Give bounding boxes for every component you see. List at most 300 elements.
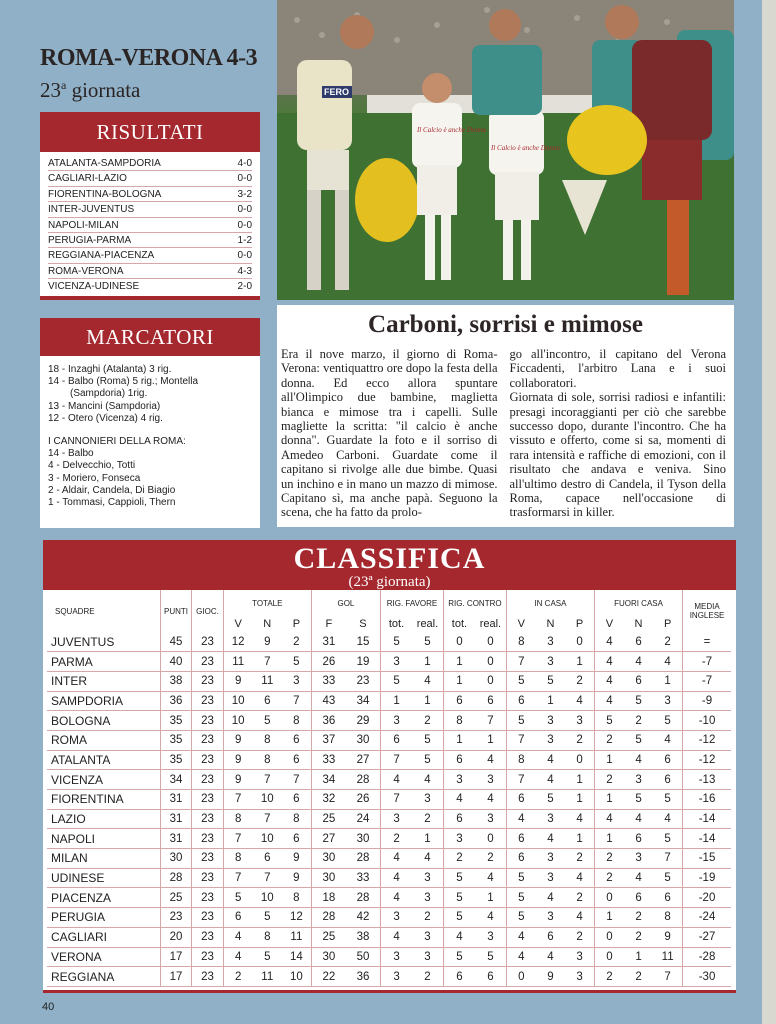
table-cell: 5 xyxy=(412,750,443,770)
table-cell: 9 xyxy=(282,849,311,869)
table-cell: 31 xyxy=(311,632,346,652)
table-cell: 1 xyxy=(412,652,443,672)
table-cell: 4 xyxy=(536,770,565,790)
table-cell: 1 xyxy=(565,829,594,849)
table-cell: 5 xyxy=(443,908,474,928)
table-cell: 8 xyxy=(506,632,535,652)
result-match: CAGLIARI-LAZIO xyxy=(48,173,127,185)
table-cell: 10 xyxy=(253,790,282,810)
col-totale: TOTALE xyxy=(223,590,311,616)
col-punti: PUNTI xyxy=(160,590,191,632)
table-cell: 1 xyxy=(475,888,506,908)
table-cell: 23 xyxy=(192,770,223,790)
table-cell: 2 xyxy=(475,849,506,869)
risultati-bottom-bar xyxy=(40,296,260,300)
table-cell: -28 xyxy=(683,947,731,967)
result-match: FIORENTINA-BOLOGNA xyxy=(48,188,162,200)
table-cell: 3 xyxy=(381,967,412,987)
table-cell: 4 xyxy=(624,868,653,888)
match-round: 23$^a$ giornata xyxy=(40,78,141,102)
team-name: JUVENTUS xyxy=(47,632,160,652)
risultati-list xyxy=(40,152,260,295)
table-cell: 28 xyxy=(160,868,191,888)
marcatori-line: 18 - Inzaghi (Atalanta) 3 rig. xyxy=(48,364,172,375)
table-cell: 4 xyxy=(412,671,443,691)
table-cell: -30 xyxy=(683,967,731,987)
table-cell: 7 xyxy=(282,691,311,711)
sub-header: real. xyxy=(479,618,502,630)
table-cell: 6 xyxy=(443,691,474,711)
table-cell: 3 xyxy=(536,809,565,829)
table-cell: 9 xyxy=(223,770,252,790)
table-cell: 7 xyxy=(653,849,682,869)
table-cell: 8 xyxy=(282,809,311,829)
table-cell: 23 xyxy=(192,908,223,928)
table-cell: 23 xyxy=(192,730,223,750)
table-row xyxy=(47,829,731,849)
table-cell: 7 xyxy=(253,652,282,672)
table-cell: 10 xyxy=(282,967,311,987)
table-cell: 30 xyxy=(346,829,381,849)
result-score: 0-0 xyxy=(237,219,252,231)
table-cell: 1 xyxy=(443,671,474,691)
table-cell: 34 xyxy=(311,770,346,790)
result-score: 4-3 xyxy=(237,265,252,277)
table-cell: 3 xyxy=(381,809,412,829)
table-cell: 9 xyxy=(223,750,252,770)
table-cell: 3 xyxy=(536,652,565,672)
classifica-subtitle: (23ª giornata) xyxy=(348,574,431,590)
table-cell: -7 xyxy=(683,652,731,672)
table-row xyxy=(47,967,731,987)
table-cell: 5 xyxy=(253,908,282,928)
table-cell: 4 xyxy=(594,691,623,711)
table-cell: -15 xyxy=(683,849,731,869)
marcatori-body xyxy=(40,356,260,509)
result-score: 2-0 xyxy=(237,281,252,293)
table-cell: -27 xyxy=(683,927,731,947)
table-cell: 35 xyxy=(160,711,191,731)
table-cell: 6 xyxy=(381,730,412,750)
table-cell: 6 xyxy=(253,691,282,711)
table-cell: 7 xyxy=(506,770,535,790)
table-cell: 11 xyxy=(253,671,282,691)
table-cell: 22 xyxy=(311,967,346,987)
table-cell: 7 xyxy=(506,652,535,672)
table-cell: 17 xyxy=(160,947,191,967)
sub-header: V xyxy=(223,616,252,632)
table-cell: 5 xyxy=(506,888,535,908)
table-cell: 6 xyxy=(475,691,506,711)
table-cell: 3 xyxy=(381,711,412,731)
table-cell: 4 xyxy=(412,770,443,790)
team-name: FIORENTINA xyxy=(47,790,160,810)
table-cell: -24 xyxy=(683,908,731,928)
table-cell: 20 xyxy=(160,927,191,947)
table-cell: 4 xyxy=(565,908,594,928)
table-cell: 4 xyxy=(536,888,565,908)
table-cell: 3 xyxy=(624,849,653,869)
table-cell: 9 xyxy=(223,671,252,691)
table-cell: 3 xyxy=(381,908,412,928)
table-cell: 3 xyxy=(475,770,506,790)
table-cell: 4 xyxy=(223,927,252,947)
team-name: NAPOLI xyxy=(47,829,160,849)
table-row xyxy=(47,868,731,888)
table-cell: 4 xyxy=(594,671,623,691)
table-cell: 23 xyxy=(192,652,223,672)
table-cell: 5 xyxy=(223,888,252,908)
table-cell: 10 xyxy=(253,829,282,849)
table-cell: 5 xyxy=(506,671,535,691)
table-cell: 2 xyxy=(565,671,594,691)
table-cell: 4 xyxy=(506,809,535,829)
table-cell: 7 xyxy=(253,868,282,888)
col-squadre: SQUADRE xyxy=(55,606,95,616)
table-cell: 4 xyxy=(536,750,565,770)
table-cell: 1 xyxy=(443,652,474,672)
table-row xyxy=(47,632,731,652)
roma-scorer-line: 3 - Moriero, Fonseca xyxy=(48,472,141,484)
table-cell: 14 xyxy=(282,947,311,967)
article-column-2 xyxy=(510,347,727,520)
article-box xyxy=(277,305,734,527)
table-cell: 1 xyxy=(653,671,682,691)
table-cell: 4 xyxy=(475,750,506,770)
team-name: REGGIANA xyxy=(47,967,160,987)
table-cell: 6 xyxy=(253,849,282,869)
roma-scorer-line: 2 - Aldair, Candela, Di Biagio xyxy=(48,484,176,496)
table-cell: 1 xyxy=(594,790,623,810)
table-cell: 35 xyxy=(160,750,191,770)
table-cell: 2 xyxy=(565,730,594,750)
table-cell: 5 xyxy=(475,947,506,967)
roma-scorer-line: 14 - Balbo xyxy=(48,448,94,460)
table-cell: 2 xyxy=(594,868,623,888)
table-cell: 5 xyxy=(253,947,282,967)
table-cell: 0 xyxy=(565,632,594,652)
table-cell: 29 xyxy=(346,711,381,731)
table-cell: 7 xyxy=(223,868,252,888)
table-row xyxy=(47,790,731,810)
table-row xyxy=(47,691,731,711)
table-cell: 1 xyxy=(624,947,653,967)
table-cell: 1 xyxy=(565,790,594,810)
table-cell: = xyxy=(683,632,731,652)
team-name: SAMPDORIA xyxy=(47,691,160,711)
result-match: PERUGIA-PARMA xyxy=(48,234,132,246)
table-cell: 10 xyxy=(223,691,252,711)
table-cell: 4 xyxy=(594,632,623,652)
table-row xyxy=(47,652,731,672)
table-cell: 5 xyxy=(282,652,311,672)
table-cell: 5 xyxy=(381,632,412,652)
table-cell: 6 xyxy=(506,829,535,849)
table-cell: 4 xyxy=(653,809,682,829)
table-cell: -19 xyxy=(683,868,731,888)
table-cell: 42 xyxy=(346,908,381,928)
table-cell: 12 xyxy=(282,908,311,928)
table-cell: 24 xyxy=(346,809,381,829)
table-cell: 6 xyxy=(443,750,474,770)
table-cell: 1 xyxy=(381,691,412,711)
table-cell: 4 xyxy=(475,868,506,888)
table-cell: 11 xyxy=(653,947,682,967)
table-cell: 4 xyxy=(624,652,653,672)
result-score: 0-0 xyxy=(237,173,252,185)
result-match: VICENZA-UDINESE xyxy=(48,281,140,293)
team-name: CAGLIARI xyxy=(47,927,160,947)
team-name: UDINESE xyxy=(47,868,160,888)
table-cell: 3 xyxy=(381,652,412,672)
table-row xyxy=(47,770,731,790)
table-cell: 6 xyxy=(624,671,653,691)
classifica-table xyxy=(47,590,731,987)
table-cell: 5 xyxy=(624,730,653,750)
table-cell: 50 xyxy=(346,947,381,967)
table-cell: 5 xyxy=(653,829,682,849)
table-cell: 7 xyxy=(653,967,682,987)
table-cell: -12 xyxy=(683,730,731,750)
table-cell: 23 xyxy=(192,691,223,711)
table-cell: 9 xyxy=(536,967,565,987)
table-cell: 6 xyxy=(624,829,653,849)
table-cell: 1 xyxy=(565,770,594,790)
marcatori-line: (Sampdoria) 1rig. xyxy=(70,388,148,400)
table-cell: 6 xyxy=(506,790,535,810)
table-row xyxy=(47,809,731,829)
table-cell: 7 xyxy=(506,730,535,750)
table-cell: 25 xyxy=(311,927,346,947)
match-photo xyxy=(277,0,734,300)
table-cell: 17 xyxy=(160,967,191,987)
table-cell: 5 xyxy=(653,711,682,731)
table-cell: 37 xyxy=(311,730,346,750)
classifica-header xyxy=(43,540,736,590)
table-cell: 8 xyxy=(443,711,474,731)
page-edge xyxy=(762,0,776,1024)
table-cell: 23 xyxy=(192,868,223,888)
table-cell: 1 xyxy=(412,691,443,711)
table-cell: 2 xyxy=(412,908,443,928)
sub-header: F xyxy=(311,616,346,632)
table-cell: 6 xyxy=(282,829,311,849)
table-cell: 23 xyxy=(192,809,223,829)
table-cell: 0 xyxy=(506,967,535,987)
table-cell: 4 xyxy=(381,888,412,908)
table-cell: 6 xyxy=(443,809,474,829)
table-cell: 6 xyxy=(282,750,311,770)
marcatori-line: 13 - Mancini (Sampdoria) xyxy=(48,400,161,412)
marcatori-line: 12 - Otero (Vicenza) 4 rig. xyxy=(48,412,163,424)
table-cell: 5 xyxy=(536,671,565,691)
table-cell: 43 xyxy=(311,691,346,711)
table-cell: 23 xyxy=(192,790,223,810)
table-cell: 8 xyxy=(223,809,252,829)
table-cell: 9 xyxy=(253,632,282,652)
table-cell: 23 xyxy=(192,927,223,947)
table-cell: 4 xyxy=(565,691,594,711)
table-cell: 32 xyxy=(311,790,346,810)
table-cell: 2 xyxy=(412,711,443,731)
table-cell: 2 xyxy=(565,927,594,947)
col-rig-favore: RIG. FAVORE xyxy=(381,590,444,616)
table-cell: 23 xyxy=(192,829,223,849)
table-cell: 9 xyxy=(223,730,252,750)
table-cell: 6 xyxy=(653,770,682,790)
risultati-title: RISULTATI xyxy=(40,112,260,152)
result-row xyxy=(48,218,252,233)
table-cell: 0 xyxy=(475,652,506,672)
sub-header: S xyxy=(359,618,367,630)
table-cell: 4 xyxy=(536,829,565,849)
table-cell: -16 xyxy=(683,790,731,810)
table-cell: 2 xyxy=(282,632,311,652)
table-cell: 10 xyxy=(253,888,282,908)
article-paragraph: go all'incontro, il capitano del Verona Ficcadenti, l'arbitro Lana e i suoi collaboratori. xyxy=(509,347,726,390)
result-score: 0-0 xyxy=(237,250,252,262)
table-cell: 6 xyxy=(282,730,311,750)
match-headline xyxy=(40,44,280,103)
marcatori-box xyxy=(40,318,260,528)
table-cell: 11 xyxy=(223,652,252,672)
article-paragraph: Giornata di sole, sorrisi radiosi e infantili: presagi incoraggianti per ciò che sarebbe successo dopo, durante l'incontro. Che ha vissuto e offerto, come si sa, momenti di rara intensità e raffiche di emozioni, con il risultato che andava e veniva. Sino all'ultimo destro di Candela, il Tyson della Roma, capace nell'occasione di trasformarsi in killer. xyxy=(509,390,726,520)
table-cell: 4 xyxy=(381,849,412,869)
table-cell: 30 xyxy=(311,947,346,967)
table-cell: 7 xyxy=(253,770,282,790)
table-cell: 27 xyxy=(311,829,346,849)
table-cell: -7 xyxy=(683,671,731,691)
table-cell: 5 xyxy=(412,730,443,750)
table-cell: 5 xyxy=(536,790,565,810)
table-cell: 31 xyxy=(160,829,191,849)
result-row xyxy=(48,156,252,171)
roma-scorer-line: 4 - Delvecchio, Totti xyxy=(48,460,136,472)
table-cell: 23 xyxy=(192,947,223,967)
table-cell: 6 xyxy=(282,790,311,810)
table-cell: 6 xyxy=(624,632,653,652)
table-cell: 6 xyxy=(223,908,252,928)
table-cell: 8 xyxy=(253,927,282,947)
roma-scorer-line: 1 - Tommasi, Cappioli, Thern xyxy=(48,497,176,509)
table-cell: 4 xyxy=(565,868,594,888)
table-cell: 4 xyxy=(475,790,506,810)
table-cell: -14 xyxy=(683,829,731,849)
team-name: PIACENZA xyxy=(47,888,160,908)
team-name: ROMA xyxy=(47,730,160,750)
table-cell: 23 xyxy=(192,849,223,869)
table-cell: 30 xyxy=(311,868,346,888)
table-cell: 8 xyxy=(253,730,282,750)
table-cell: 36 xyxy=(346,967,381,987)
marcatori-line: 14 - Balbo (Roma) 5 rig.; Montella xyxy=(48,376,199,388)
sub-header: P xyxy=(575,618,584,630)
table-cell: 5 xyxy=(412,632,443,652)
table-cell: 1 xyxy=(443,730,474,750)
table-cell: -14 xyxy=(683,809,731,829)
table-cell: 30 xyxy=(346,730,381,750)
result-row xyxy=(48,248,252,263)
table-cell: 18 xyxy=(311,888,346,908)
table-cell: 3 xyxy=(536,868,565,888)
table-cell: 4 xyxy=(594,652,623,672)
table-cell: 23 xyxy=(192,711,223,731)
table-cell: 45 xyxy=(160,632,191,652)
table-cell: 6 xyxy=(624,888,653,908)
table-cell: 0 xyxy=(594,888,623,908)
table-cell: -13 xyxy=(683,770,731,790)
table-cell: 33 xyxy=(346,868,381,888)
table-cell: 7 xyxy=(282,770,311,790)
table-cell: 8 xyxy=(223,849,252,869)
table-cell: 4 xyxy=(624,750,653,770)
table-cell: 3 xyxy=(536,908,565,928)
table-cell: 30 xyxy=(311,849,346,869)
table-cell: 4 xyxy=(381,868,412,888)
table-cell: 23 xyxy=(192,671,223,691)
table-cell: 3 xyxy=(536,711,565,731)
risultati-box xyxy=(40,112,260,300)
result-match: NAPOLI-MILAN xyxy=(48,219,119,231)
sub-header: real. xyxy=(416,618,439,630)
table-cell: 5 xyxy=(253,711,282,731)
table-cell: 6 xyxy=(506,691,535,711)
table-cell: 25 xyxy=(160,888,191,908)
table-cell: 3 xyxy=(412,790,443,810)
table-cell: 1 xyxy=(475,730,506,750)
team-name: BOLOGNA xyxy=(47,711,160,731)
table-cell: 6 xyxy=(506,849,535,869)
table-row xyxy=(47,947,731,967)
table-cell: 28 xyxy=(346,770,381,790)
table-cell: 3 xyxy=(412,888,443,908)
team-name: PERUGIA xyxy=(47,908,160,928)
table-cell: 0 xyxy=(475,671,506,691)
table-cell: 4 xyxy=(506,947,535,967)
table-cell: 23 xyxy=(192,750,223,770)
classifica-title: CLASSIFICA xyxy=(293,542,486,575)
table-cell: 23 xyxy=(346,671,381,691)
table-cell: 3 xyxy=(412,927,443,947)
shirt-text-1: Il Calcio è anche Donna xyxy=(417,126,486,134)
table-cell: 33 xyxy=(311,671,346,691)
result-match: ROMA-VERONA xyxy=(48,265,124,277)
result-row xyxy=(48,171,252,186)
table-cell: -12 xyxy=(683,750,731,770)
table-cell: -10 xyxy=(683,711,731,731)
table-cell: 27 xyxy=(346,750,381,770)
table-cell: 3 xyxy=(412,947,443,967)
table-cell: 34 xyxy=(160,770,191,790)
table-row xyxy=(47,888,731,908)
result-match: INTER-JUVENTUS xyxy=(48,204,135,216)
table-cell: 4 xyxy=(443,927,474,947)
table-cell: 2 xyxy=(412,967,443,987)
table-cell: 7 xyxy=(223,829,252,849)
table-cell: 30 xyxy=(160,849,191,869)
table-cell: 11 xyxy=(282,927,311,947)
table-cell: 9 xyxy=(282,868,311,888)
table-cell: 3 xyxy=(381,947,412,967)
table-cell: 3 xyxy=(565,947,594,967)
table-cell: 2 xyxy=(565,888,594,908)
table-cell: 19 xyxy=(346,652,381,672)
table-cell: 6 xyxy=(653,750,682,770)
shirt-text-2: Il Calcio è anche Donna xyxy=(491,144,560,152)
table-row xyxy=(47,750,731,770)
sub-header: tot. xyxy=(443,616,474,632)
table-cell: 5 xyxy=(594,711,623,731)
